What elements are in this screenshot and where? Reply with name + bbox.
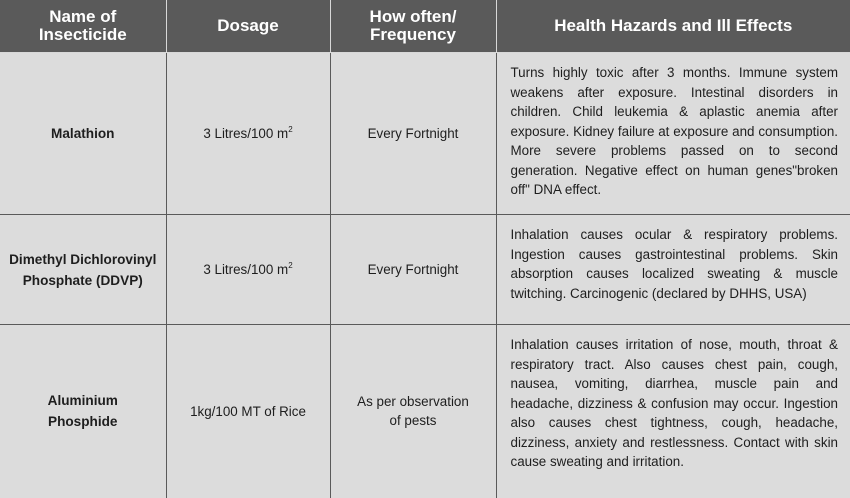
- hazards-cell: Inhalation causes ocular & respiratory problems. Ingestion causes gastrointestinal problems. Skin absorption causes localized sweating & muscle twitching. Carcinogenic (declared by DHHS, USA): [496, 215, 850, 325]
- dosage-value: 3 Litres/100 m: [203, 125, 289, 141]
- dosage-cell: [166, 53, 330, 215]
- frequency-cell: As per observation of pests: [330, 325, 496, 498]
- hazards-cell: Inhalation causes irritation of nose, mouth, throat & respiratory tract. Also causes chest pain, cough, nausea, vomiting, diarrhea, muscle pain and headache, dizziness & confusion may occur. Ingestion also causes chest tightness, cough, headache, dizziness, anxiety and restlessness. Contact with skin cause sweating and irritation.: [496, 325, 850, 498]
- table-row: [0, 53, 850, 215]
- insecticide-name: Aluminium Phosphide: [0, 325, 166, 498]
- table-row: [0, 215, 850, 325]
- dosage-value: 3 Litres/100 m: [203, 261, 289, 277]
- table-row: [0, 325, 850, 498]
- dosage-value: 1kg/100 MT of Rice: [190, 403, 306, 419]
- dosage-exponent: 2: [288, 260, 293, 270]
- header-frequency: How often/ Frequency: [330, 0, 496, 53]
- insecticide-name: Dimethyl Dichlorovinyl Phosphate (DDVP): [0, 215, 166, 325]
- header-name: Name of Insecticide: [0, 0, 166, 53]
- frequency-cell: Every Fortnight: [330, 53, 496, 215]
- insecticide-name: Malathion: [0, 53, 166, 215]
- header-row: [0, 0, 850, 53]
- dosage-exponent: 2: [288, 124, 293, 134]
- dosage-cell: [166, 215, 330, 325]
- header-hazards: Health Hazards and Ill Effects: [496, 0, 850, 53]
- frequency-cell: Every Fortnight: [330, 215, 496, 325]
- header-dosage: Dosage: [166, 0, 330, 53]
- hazards-cell: Turns highly toxic after 3 months. Immune system weakens after exposure. Intestinal disorders in children. Child leukemia & aplastic anemia after exposure. Kidney failure at exposure and consumption. More severe problems passed on to second generation. Negative effect on human genes"broken off" DNA effect.: [496, 53, 850, 215]
- dosage-cell: [166, 325, 330, 498]
